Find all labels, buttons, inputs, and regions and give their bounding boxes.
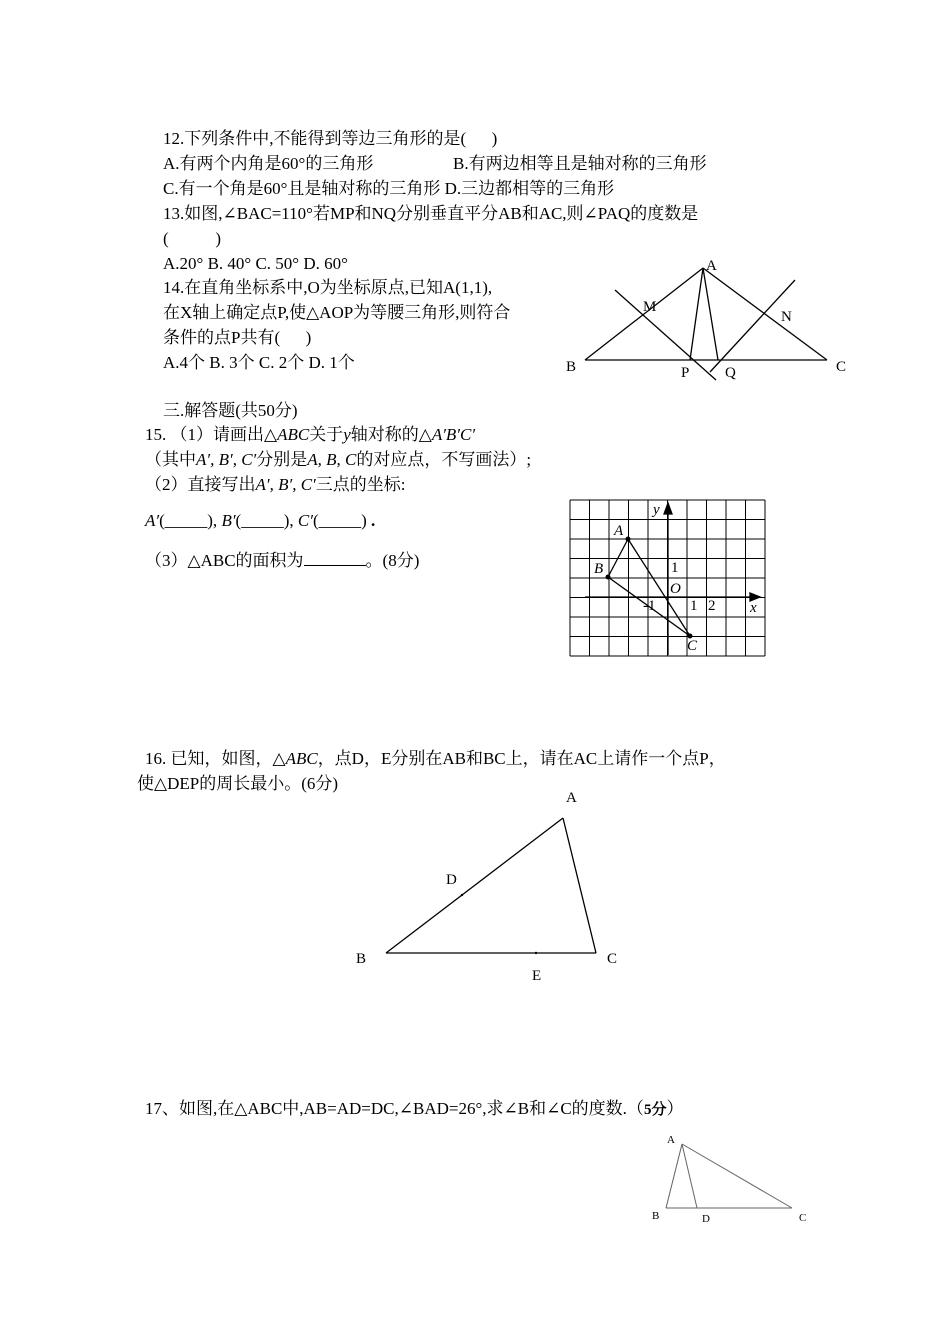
q15-label-a: A [614, 523, 624, 539]
q15-l3-post: 三点的坐标: [315, 475, 406, 494]
q15-l2-mid: 分别是 [256, 450, 308, 469]
q15-l1-abc-prime: A′B′C′ [431, 425, 476, 444]
q15-c-prime-blank: (_____) [312, 511, 367, 530]
q13-options: A.20° B. 40° C. 50° D. 60° [163, 254, 348, 273]
q15-l3-pre: （2）直接写出 [145, 475, 256, 494]
q15-label-origin: O [670, 581, 681, 597]
q12-option-b: B.有两边相等且是轴对称的三角形 [453, 154, 707, 173]
q15-l2-abc: A, B, C [307, 450, 357, 469]
q16-label-e: E [532, 968, 542, 984]
q13-label-p: P [681, 365, 690, 381]
q16-l1-pre: 16. 已知，如图， [145, 749, 273, 768]
q15-label-b: B [594, 561, 604, 577]
q16-label-c: C [607, 951, 618, 967]
q15-l2-post: 的对应点，不写画法）; [356, 450, 532, 469]
q15-l5-post: 。(8分) [365, 551, 420, 570]
q15-b-prime-blank: (_____), [235, 511, 294, 530]
q15-l1-triangle2: △ [418, 425, 432, 444]
q15-b-prime-label: B′ [221, 511, 236, 530]
q15-l1-mid: 关于 [309, 425, 344, 444]
q15-l1-triangle: △ [264, 425, 278, 444]
q17-label-a: A [667, 1134, 675, 1146]
q15-tick-x2: 2 [708, 598, 716, 614]
q15-l2-pre: （其中 [145, 450, 196, 469]
q17-label-c: C [799, 1212, 807, 1224]
q17-segment-ac [682, 1144, 792, 1208]
q13-bracket: ( ) [163, 229, 222, 248]
q13-label-a: A [706, 258, 717, 274]
q13-label-q: Q [725, 365, 736, 381]
q17-segment-ab [666, 1144, 682, 1208]
q15-tick-neg1: -1 [643, 598, 656, 614]
q15-trailing-dot: . [371, 511, 376, 530]
q16-l1-triangle: △ABC [272, 749, 318, 768]
q14-line3: 条件的点P共有( ) [163, 328, 312, 347]
q16-line2: 使△DEP的周长最小。(6分) [137, 774, 339, 793]
section-three-title: 三.解答题(共50分) [163, 401, 298, 420]
q15-a-prime-label: A′ [145, 511, 160, 530]
q13-label-m: M [643, 299, 657, 315]
q17-label-b: B [652, 1210, 660, 1222]
q15-x-label: x [750, 600, 757, 616]
q15-l2-primes: A′, B′, C′ [196, 450, 257, 469]
q12-option-cd: C.有一个角是60°且是轴对称的三角形 D.三边都相等的三角形 [163, 179, 615, 198]
q15-tick-y1: 1 [671, 560, 679, 576]
q15-tick-x1: 1 [690, 598, 698, 614]
q17-score: 5分 [643, 1102, 667, 1118]
q15-l1-axis: 轴对称的 [350, 425, 419, 444]
q15-l5-pre: （3）△ABC的面积为 [145, 551, 304, 570]
q13-label-c: C [836, 359, 847, 375]
q13-label-n: N [781, 309, 792, 325]
q15-l1-abc: ABC [277, 425, 310, 444]
q12-stem: 12.下列条件中,不能得到等边三角形的是( ) [163, 129, 498, 148]
q16-l1-post: ，点D，E分别在AB和BC上，请在AC上请作一个点P， [317, 749, 726, 768]
q15-y-label: y [653, 502, 660, 518]
q14-line2: 在X轴上确定点P,使△AOP为等腰三角形,则符合 [163, 303, 511, 322]
q15-l3-primes: A′, B′, C′ [255, 475, 316, 494]
q17-body: 17、如图,在△ABC中,AB=AD=DC,∠BAD=26°,求∠B和∠C的度数.（ [145, 1099, 644, 1118]
q17-close: ） [666, 1099, 684, 1118]
q15-l1-pre: 15. （1）请画出 [145, 425, 264, 444]
q14-line1: 14.在直角坐标系中,O为坐标原点,已知A(1,1), [163, 278, 493, 297]
q13-stem: 13.如图,∠BAC=110°若MP和NQ分别垂直平分AB和AC,则∠PAQ的度数是 [163, 204, 699, 223]
q17-segment-ad [682, 1144, 697, 1208]
q16-label-d: D [446, 872, 457, 888]
q17-label-d: D [702, 1213, 710, 1225]
q16-label-a: A [566, 790, 577, 806]
q15-label-c: C [687, 638, 698, 654]
q16-label-b: B [356, 951, 367, 967]
q15-a-prime-blank: (_____), [159, 511, 218, 530]
q13-label-b: B [566, 359, 577, 375]
q14-options: A.4个 B. 3个 C. 2个 D. 1个 [163, 353, 355, 372]
q15-c-prime-label: C′ [297, 511, 313, 530]
q15-l1-y: y [343, 425, 351, 444]
q12-option-a: A.有两个内角是60°的三角形 [163, 154, 374, 173]
